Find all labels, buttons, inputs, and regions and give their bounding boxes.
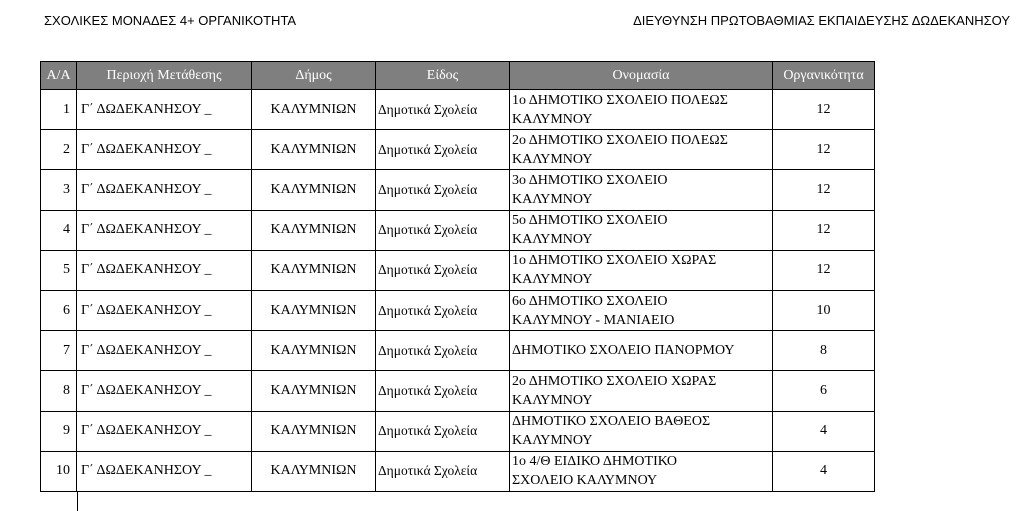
- aa-cell: 8: [41, 371, 77, 411]
- name-cell: [510, 451, 773, 491]
- name-cell: [510, 130, 773, 170]
- table-header-row: [41, 62, 875, 90]
- name-line-1: ΔΗΜΟΤΙΚΟ ΣΧΟΛΕΙΟ ΠΑΝΟΡΜΟΥ: [512, 343, 735, 359]
- capacity-cell: 12: [773, 210, 875, 250]
- table-row: [41, 130, 875, 170]
- capacity-cell: 6: [773, 371, 875, 411]
- capacity-cell: 4: [773, 451, 875, 491]
- kind-cell: Δημοτικά Σχολεία: [376, 371, 510, 411]
- area-cell: Γ΄ ΔΩΔΕΚΑΝΗΣΟΥ _: [77, 331, 252, 371]
- municipality-cell: ΚΑΛΥΜΝΙΩΝ: [252, 250, 376, 290]
- column-header-kind: Είδος: [376, 62, 510, 90]
- column-header-area: Περιοχή Μετάθεσης: [77, 62, 252, 90]
- name-cell: [510, 331, 773, 371]
- municipality-cell: ΚΑΛΥΜΝΙΩΝ: [252, 331, 376, 371]
- area-cell: Γ΄ ΔΩΔΕΚΑΝΗΣΟΥ _: [77, 371, 252, 411]
- municipality-cell: ΚΑΛΥΜΝΙΩΝ: [252, 170, 376, 210]
- capacity-cell: 8: [773, 331, 875, 371]
- aa-cell: 9: [41, 411, 77, 451]
- name-line-1: 2ο ΔΗΜΟΤΙΚΟ ΣΧΟΛΕΙΟ ΠΟΛΕΩΣ: [512, 132, 728, 148]
- capacity-cell: 12: [773, 90, 875, 130]
- aa-cell: 2: [41, 130, 77, 170]
- name-line-1: 3ο ΔΗΜΟΤΙΚΟ ΣΧΟΛΕΙΟ: [512, 172, 668, 188]
- table-row: [41, 331, 875, 371]
- table-row: [41, 411, 875, 451]
- table-border-fragment: [77, 491, 78, 511]
- name-line-2: ΚΑΛΥΜΝΟΥ: [512, 111, 593, 127]
- name-line-2: ΚΑΛΥΜΝΟΥ - ΜΑΝΙΑΕΙΟ: [512, 312, 675, 328]
- area-cell: Γ΄ ΔΩΔΕΚΑΝΗΣΟΥ _: [77, 130, 252, 170]
- document-title: ΣΧΟΛΙΚΕΣ ΜΟΝΑΔΕΣ 4+ ΟΡΓΑΝΙΚΟΤΗΤΑ: [44, 13, 297, 28]
- municipality-cell: ΚΑΛΥΜΝΙΩΝ: [252, 371, 376, 411]
- name-line-2: ΚΑΛΥΜΝΟΥ: [512, 151, 593, 167]
- aa-cell: 7: [41, 331, 77, 371]
- name-cell: [510, 90, 773, 130]
- municipality-cell: ΚΑΛΥΜΝΙΩΝ: [252, 451, 376, 491]
- capacity-cell: 10: [773, 290, 875, 330]
- name-cell: [510, 170, 773, 210]
- capacity-cell: 4: [773, 411, 875, 451]
- capacity-cell: 12: [773, 170, 875, 210]
- kind-cell: Δημοτικά Σχολεία: [376, 411, 510, 451]
- name-line-2: ΚΑΛΥΜΝΟΥ: [512, 232, 593, 248]
- table-row: [41, 210, 875, 250]
- kind-cell: Δημοτικά Σχολεία: [376, 210, 510, 250]
- table-row: [41, 90, 875, 130]
- municipality-cell: ΚΑΛΥΜΝΙΩΝ: [252, 130, 376, 170]
- kind-cell: Δημοτικά Σχολεία: [376, 290, 510, 330]
- aa-cell: 10: [41, 451, 77, 491]
- name-line-1: 1ο ΔΗΜΟΤΙΚΟ ΣΧΟΛΕΙΟ ΧΩΡΑΣ: [512, 253, 717, 269]
- kind-cell: Δημοτικά Σχολεία: [376, 90, 510, 130]
- name-line-1: 6ο ΔΗΜΟΤΙΚΟ ΣΧΟΛΕΙΟ: [512, 293, 668, 309]
- column-header-municipality: Δήμος: [252, 62, 376, 90]
- name-line-2: ΣΧΟΛΕΙΟ ΚΑΛΥΜΝΟΥ: [512, 473, 658, 489]
- table-row: [41, 290, 875, 330]
- area-cell: Γ΄ ΔΩΔΕΚΑΝΗΣΟΥ _: [77, 451, 252, 491]
- name-cell: [510, 210, 773, 250]
- name-line-1: 1ο 4/Θ ΕΙΔΙΚΟ ΔΗΜΟΤΙΚΟ: [512, 454, 678, 470]
- table-row: [41, 170, 875, 210]
- schools-table: [40, 61, 875, 492]
- column-header-aa: Α/Α: [41, 62, 77, 90]
- name-line-1: 5ο ΔΗΜΟΤΙΚΟ ΣΧΟΛΕΙΟ: [512, 213, 668, 229]
- aa-cell: 3: [41, 170, 77, 210]
- table-row: [41, 371, 875, 411]
- kind-cell: Δημοτικά Σχολεία: [376, 170, 510, 210]
- name-cell: [510, 411, 773, 451]
- column-header-capacity: Οργανικότητα: [773, 62, 875, 90]
- area-cell: Γ΄ ΔΩΔΕΚΑΝΗΣΟΥ _: [77, 250, 252, 290]
- table-row: [41, 250, 875, 290]
- aa-cell: 4: [41, 210, 77, 250]
- area-cell: Γ΄ ΔΩΔΕΚΑΝΗΣΟΥ _: [77, 411, 252, 451]
- municipality-cell: ΚΑΛΥΜΝΙΩΝ: [252, 210, 376, 250]
- directorate-title: ΔΙΕΥΘΥΝΣΗ ΠΡΩΤΟΒΑΘΜΙΑΣ ΕΚΠΑΙΔΕΥΣΗΣ ΔΩΔΕΚΑΝΗΣΟΥ: [633, 13, 1010, 28]
- aa-cell: 1: [41, 90, 77, 130]
- kind-cell: Δημοτικά Σχολεία: [376, 130, 510, 170]
- name-line-1: 1ο ΔΗΜΟΤΙΚΟ ΣΧΟΛΕΙΟ ΠΟΛΕΩΣ: [512, 92, 728, 108]
- name-cell: [510, 371, 773, 411]
- name-line-2: ΚΑΛΥΜΝΟΥ: [512, 433, 593, 449]
- municipality-cell: ΚΑΛΥΜΝΙΩΝ: [252, 290, 376, 330]
- aa-cell: 5: [41, 250, 77, 290]
- capacity-cell: 12: [773, 250, 875, 290]
- name-line-2: ΚΑΛΥΜΝΟΥ: [512, 191, 593, 207]
- name-cell: [510, 290, 773, 330]
- name-line-1: ΔΗΜΟΤΙΚΟ ΣΧΟΛΕΙΟ ΒΑΘΕΟΣ: [512, 414, 711, 430]
- kind-cell: Δημοτικά Σχολεία: [376, 451, 510, 491]
- aa-cell: 6: [41, 290, 77, 330]
- name-cell: [510, 250, 773, 290]
- kind-cell: Δημοτικά Σχολεία: [376, 331, 510, 371]
- name-line-2: ΚΑΛΥΜΝΟΥ: [512, 272, 593, 288]
- area-cell: Γ΄ ΔΩΔΕΚΑΝΗΣΟΥ _: [77, 170, 252, 210]
- column-header-name: Ονομασία: [510, 62, 773, 90]
- capacity-cell: 12: [773, 130, 875, 170]
- kind-cell: Δημοτικά Σχολεία: [376, 250, 510, 290]
- municipality-cell: ΚΑΛΥΜΝΙΩΝ: [252, 90, 376, 130]
- area-cell: Γ΄ ΔΩΔΕΚΑΝΗΣΟΥ _: [77, 290, 252, 330]
- name-line-2: ΚΑΛΥΜΝΟΥ: [512, 392, 593, 408]
- name-line-1: 2ο ΔΗΜΟΤΙΚΟ ΣΧΟΛΕΙΟ ΧΩΡΑΣ: [512, 373, 717, 389]
- municipality-cell: ΚΑΛΥΜΝΙΩΝ: [252, 411, 376, 451]
- table-row: [41, 451, 875, 491]
- area-cell: Γ΄ ΔΩΔΕΚΑΝΗΣΟΥ _: [77, 210, 252, 250]
- area-cell: Γ΄ ΔΩΔΕΚΑΝΗΣΟΥ _: [77, 90, 252, 130]
